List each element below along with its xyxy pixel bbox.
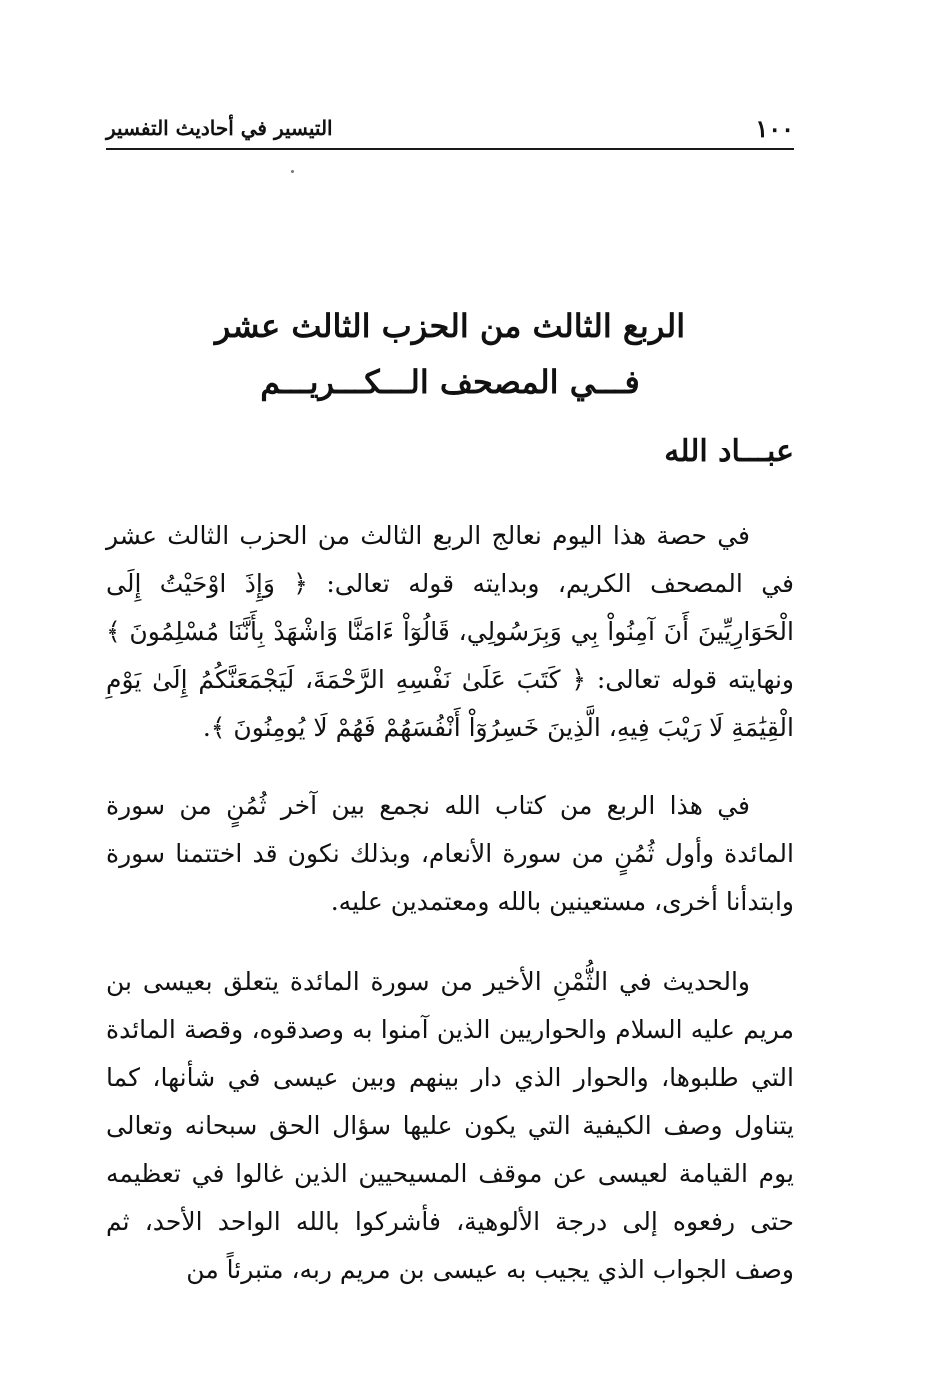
running-header	[106, 112, 794, 150]
page-number: ١٠٠	[755, 114, 794, 143]
print-speck	[291, 170, 294, 173]
chapter-title	[106, 298, 794, 410]
paragraph-1: في حصة هذا اليوم نعالج الربع الثالث من الحزب الثالث عشر في المصحف الكريم، وبدايته قوله تعالى: ﴿ وَإِذَ اوْحَيْتُ إِلَى الْحَوَارِيِّينَ أَنَ آمِنُواْ بِي وَبِرَسُولِي، قَالُوٓاْ ءَامَنَّا وَاشْهَدْ بِأَنَّنَا مُسْلِمُونَ ﴾ ونهايته قوله تعالى: ﴿ كَتَبَ عَلَىٰ نَفْسِهِ الرَّحْمَةَ، لَيَجْمَعَنَّكُمُ إِلَىٰ يَوْمِ الْقِيَٰمَةِ لَا رَيْبَ فِيهِ، الَّذِينَ خَسِرُوٓاْ أَنْفُسَهُمْ فَهُمْ لَا يُومِنُونَ ﴾.	[106, 521, 794, 742]
paragraph-2: في هذا الربع من كتاب الله نجمع بين آخر ثُمُنٍ من سورة المائدة وأول ثُمُنٍ من سورة الأنعام، وبذلك نكون قد اختتمنا سورة وابتدأنا أخرى، مستعينين بالله ومعتمدين عليه.	[106, 791, 794, 916]
section-heading: عبـــاد الله	[664, 434, 794, 469]
chapter-title-line-1: الربع الثالث من الحزب الثالث عشر	[214, 307, 686, 345]
paragraph-1-block	[106, 512, 794, 752]
paragraph-3: والحديث في الثُّمْنِ الأخير من سورة المائدة يتعلق بعيسى بن مريم عليه السلام والحواريين الذين آمنوا به وصدقوه، وقصة المائدة التي طلبوها، والحوار الذي دار بينهم وبين عيسى في شأنها، كما يتناول وصف الكيفية التي يكون عليها سؤال الحق سبحانه وتعالى يوم القيامة لعيسى عن موقف المسيحيين الذين غالوا في تعظيمه حتى رفعوه إلى درجة الألوهية، فأشركوا بالله الواحد الأحد، ثم وصف الجواب الذي يجيب به عيسى بن مريم ربه، متبرئاً من	[106, 967, 794, 1284]
paragraph-2-block	[106, 782, 794, 926]
book-title: التيسير في أحاديث التفسير	[106, 116, 333, 140]
paragraph-3-block	[106, 958, 794, 1294]
chapter-title-line-2: فـــي المصحف الـــكـــريـــم	[260, 363, 640, 401]
